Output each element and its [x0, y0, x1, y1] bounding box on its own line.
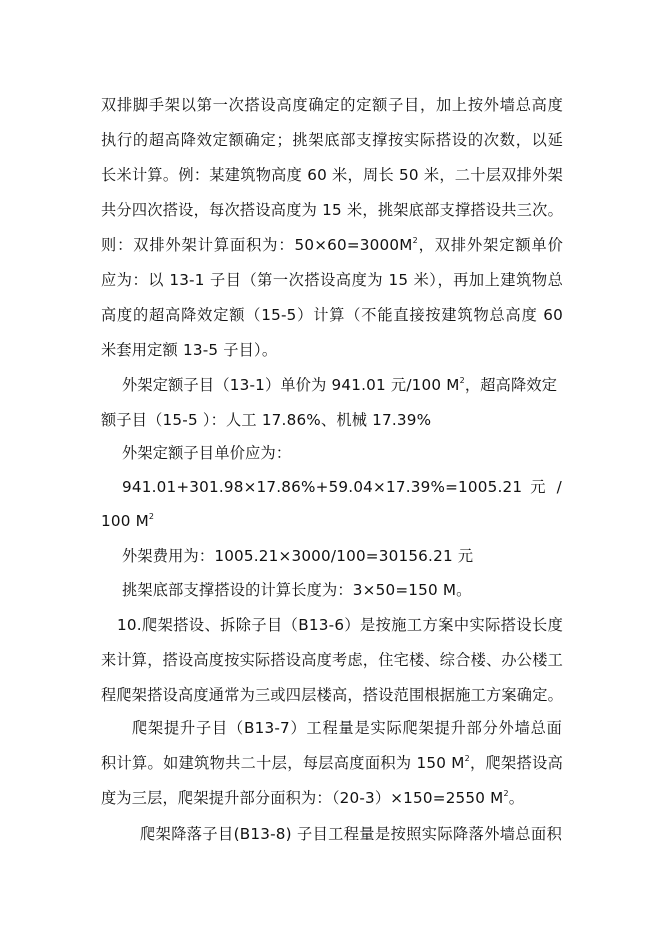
paragraph-line: 应为：以 13-1 子目（第一次搭设高度为 15 米），再加上建筑物总 [101, 271, 563, 289]
paragraph-line: 度为三层，爬架提升部分面积为：（20-3）×150=2550 $M^2$。 [101, 789, 525, 807]
paragraph-line: 10.爬架搭设、拆除子目（B13-6）是按施工方案中实际搭设长度 [117, 616, 563, 634]
paragraph-line: 额子目（15-5 ）：人工 17.86%、机械 17.39% [101, 411, 432, 429]
paragraph-line: 爬架提升子目（B13-7）工程量是实际爬架提升部分外墙总面 [132, 719, 562, 737]
paragraph-line: 外架费用为：1005.21×3000/100=30156.21 元 [122, 547, 474, 565]
paragraph-line: 来计算，搭设高度按实际搭设高度考虑，住宅楼、综合楼、办公楼工 [101, 651, 563, 669]
paragraph-line: 共分四次搭设，每次搭设高度为 15 米，挑架底部支撑搭设共三次。 [101, 201, 563, 219]
paragraph-line: 长米计算。例：某建筑物高度 60 米，周长 50 米，二十层双排外架 [101, 166, 563, 184]
formula-line: 941.01+301.98×17.86%+59.04×17.39%=1005.21 元 / [122, 478, 562, 496]
formula-line: 100 $M^2$ [101, 512, 155, 530]
paragraph-line: 外架定额子目单价应为： [122, 444, 292, 462]
paragraph-line: 高度的超高降效定额（15-5）计算（不能直接按建筑物总高度 60 [101, 306, 563, 324]
paragraph-line: 外架定额子目（13-1）单价为 941.01 元/100 $M^2$，超高降效定 [122, 376, 558, 394]
paragraph-line: 爬架降落子目(B13-8) 子目工程量是按照实际降落外墙总面积 [140, 825, 562, 843]
paragraph-line: 则：双排外架计算面积为：$50\times 60=3000M^2$，双排外架定额单价 [101, 236, 563, 254]
paragraph-line: 执行的超高降效定额确定；挑架底部支撑按实际搭设的次数，以延 [101, 131, 563, 149]
paragraph-line: 挑架底部支撑搭设的计算长度为：3×50=150 M。 [122, 581, 472, 599]
paragraph-line: 积计算。如建筑物共二十层，每层高度面积为 150 $M^2$，爬架搭设高 [101, 754, 564, 772]
paragraph-line: 双排脚手架以第一次搭设高度确定的定额子目，加上按外墙总高度 [101, 96, 563, 114]
paragraph-line: 米套用定额 13-5 子目）。 [101, 341, 278, 359]
paragraph-line: 程爬架搭设高度通常为三或四层楼高，搭设范围根据施工方案确定。 [101, 686, 563, 704]
